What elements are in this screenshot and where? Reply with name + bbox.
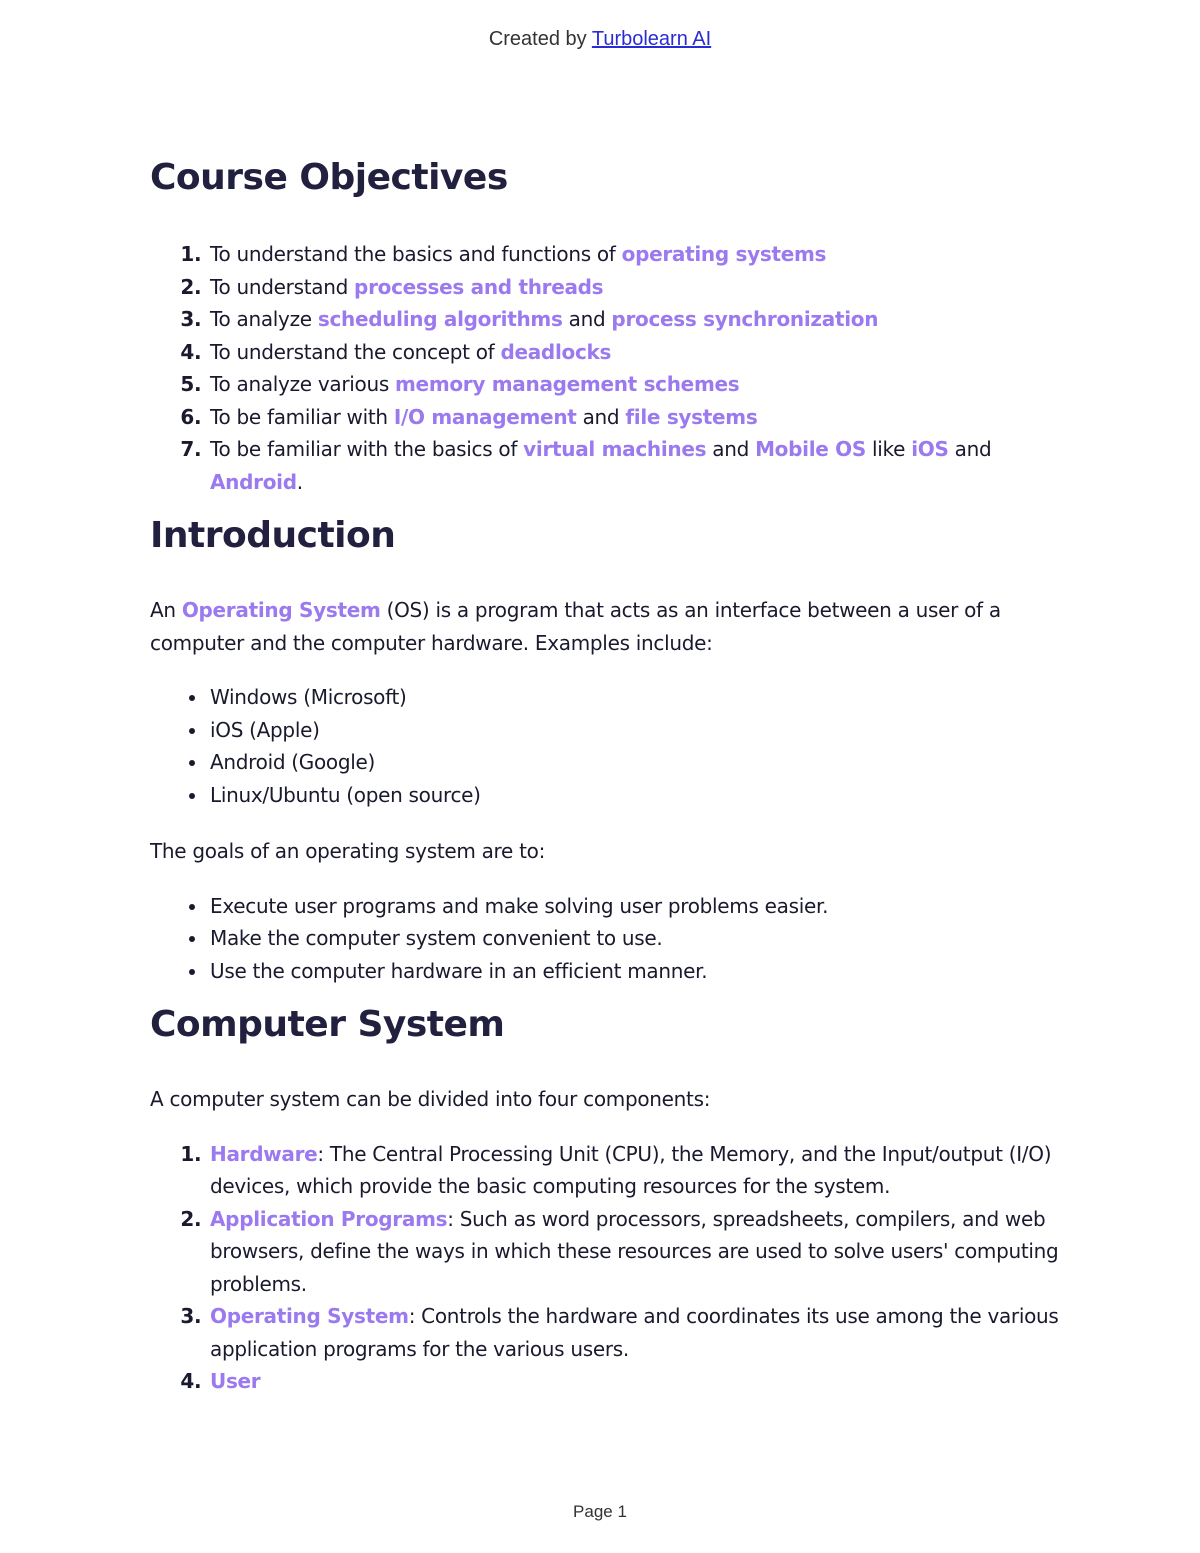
highlight-term: Mobile OS	[755, 437, 866, 461]
page-header	[0, 28, 1200, 51]
computer-system-intro: A computer system can be divided into four components:	[150, 1087, 711, 1111]
list-item: 4. To understand the concept of deadlocks	[208, 336, 1060, 369]
highlight-term: Operating System	[181, 598, 381, 622]
highlight-term: file systems	[625, 404, 758, 429]
components-list	[150, 1138, 1060, 1398]
highlight-term: process synchronization	[611, 307, 879, 331]
highlight-term: Operating System	[210, 1304, 409, 1328]
os-examples-list	[150, 681, 1060, 811]
list-item: 6. To be familiar with I/O management and file systems	[208, 401, 1060, 434]
computer-system-heading: Computer System	[150, 1004, 505, 1045]
list-item: • Windows (Microsoft)	[208, 681, 1060, 714]
goals-intro: The goals of an operating system are to:	[150, 839, 546, 863]
highlight-term: I/O management	[393, 404, 577, 429]
list-item: 3. Operating System: Controls the hardware and coordinates its use among the various application programs for the various users.	[208, 1300, 1060, 1365]
page-number: Page 1	[573, 1502, 627, 1521]
list-item: • Execute user programs and make solving user problems easier.	[208, 890, 1060, 923]
list-item: 2. Application Programs: Such as word processors, spreadsheets, compilers, and web browsers, define the ways in which these resources are used to solve users' computing problems.	[208, 1203, 1060, 1301]
header-prefix: Created by	[488, 28, 592, 50]
highlight-term: memory management schemes	[395, 372, 740, 396]
highlight-term: iOS	[911, 437, 949, 461]
highlight-term: scheduling algorithms	[317, 307, 563, 331]
introduction-paragraph: An Operating System (OS) is a program that acts as an interface between a user of a computer and the computer hardware. Examples include:	[150, 598, 1001, 655]
highlight-term: processes and threads	[354, 274, 604, 299]
highlight-term: Application Programs	[210, 1206, 448, 1231]
list-item	[208, 1365, 1060, 1398]
highlight-term: Android	[210, 469, 297, 494]
objectives-list	[150, 238, 1060, 498]
list-item: • Use the computer hardware in an efficient manner.	[208, 955, 1060, 988]
list-item: 3. To analyze scheduling algorithms and process synchronization	[208, 303, 1060, 336]
list-item: • Android (Google)	[208, 746, 1060, 779]
turbolearn-link[interactable]: Turbolearn AI	[591, 28, 712, 50]
highlight-term: User	[210, 1369, 261, 1393]
highlight-term: virtual machines	[523, 437, 707, 461]
os-goals-list	[150, 890, 1060, 988]
list-item: • iOS (Apple)	[208, 714, 1060, 747]
list-item: 1. Hardware: The Central Processing Unit (CPU), the Memory, and the Input/output (I/O) devices, which provide the basic computing resources for the system.	[208, 1138, 1060, 1203]
list-item: 1. To understand the basics and functions of operating systems	[208, 238, 1060, 271]
highlight-term: Hardware	[210, 1141, 318, 1166]
highlight-term: deadlocks	[500, 339, 612, 364]
list-item: • Make the computer system convenient to use.	[208, 922, 1060, 955]
list-item: 5. To analyze various memory management schemes	[208, 368, 1060, 401]
introduction-heading: Introduction	[150, 515, 396, 556]
course-objectives-heading: Course Objectives	[150, 157, 508, 198]
highlight-term: operating systems	[621, 242, 827, 266]
list-item: 7. To be familiar with the basics of virtual machines and Mobile OS like iOS and Android.	[208, 433, 1060, 498]
document-body	[150, 150, 1060, 1398]
list-item: 2. To understand processes and threads	[208, 271, 1060, 304]
list-item: • Linux/Ubuntu (open source)	[208, 779, 1060, 812]
